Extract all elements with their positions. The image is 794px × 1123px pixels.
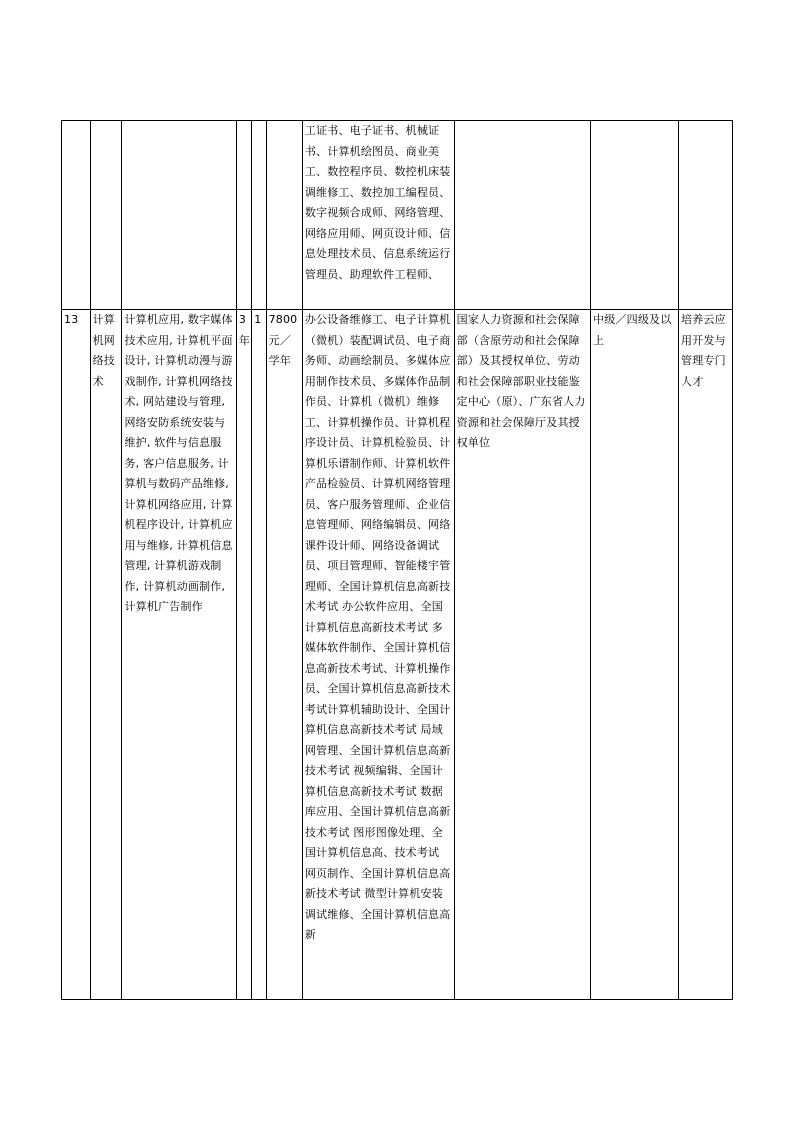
major-table <box>61 120 733 1000</box>
cell-empty <box>122 121 236 310</box>
cell-empty <box>236 121 251 310</box>
major-name-cell: 计算机网络技术 <box>90 310 122 1000</box>
cell-empty <box>90 121 122 310</box>
level-cell: 中级／四级及以上 <box>591 310 679 1000</box>
cell-empty <box>591 121 679 310</box>
cell-empty <box>252 121 266 310</box>
row-number-cell: 13 <box>62 310 91 1000</box>
occupations-cell: 办公设备维修工、电子计算机（微机）装配调试员、电子商务师、动画绘制员、多媒体应用制作技术员、多媒体作品制作员、计算机（微机）维修工、计算机操作员、计算机程序设计员、计算机检验员、计算机乐谱制作师、计算机软件产品检验员、计算机网络管理员、客户服务管理师、企业信息管理师、网络编辑员、网络课件设计师、网络设备调试员、项目管理师、智能楼宇管理师、全国计算机信息高新技术考试 办公软件应用、全国计算机信息高新技术考试 多媒体软件制作、全国计算机信息高新技术考试、计算机操作员、全国计算机信息高新技术考试计算机辅助设计、全国计算机信息高新技术考试 局域网管理、全国计算机信息高新技术考试 视频编辑、全国计算机信息高新技术考试 数据库应用、全国计算机信息高新技术考试 图形图像处理、全国计算机信息高、技术考试 网页制作、全国计算机信息高新技术考试 微型计算机安装调试维修、全国计算机信息高新 <box>302 310 454 1000</box>
training-goal-cell: 培养云应用开发与管理专门人才 <box>679 310 733 1000</box>
table-row-continued <box>62 121 733 310</box>
cell-empty <box>62 121 91 310</box>
table-row-13 <box>62 310 733 1000</box>
count-cell: 1 <box>252 310 266 1000</box>
tuition-cell: 7800元／学年 <box>266 310 302 1000</box>
cell-empty <box>454 121 590 310</box>
duration-cell: 3年 <box>236 310 251 1000</box>
courses-cell: 计算机应用, 数字媒体技术应用, 计算机平面设计, 计算机动漫与游戏制作, 计算机网络技术, 网站建设与管理, 网络安防系统安装与维护, 软件与信息服务, 客户信息服务, 计算机与数码产品维修, 计算机网络应用, 计算机程序设计, 计算机应用与维修, 计算机信息管理, 计算机游戏制作, 计算机动画制作, 计算机广告制作 <box>122 310 236 1000</box>
issuing-authority-cell: 国家人力资源和社会保障部（含原劳动和社会保障部）及其授权单位、劳动和社会保障部职业技能鉴定中心（原）、广东省人力资源和社会保障厅及其授权单位 <box>454 310 590 1000</box>
occupations-cell-continued: 工证书、电子证书、机械证书、计算机绘图员、商业美工、数控程序员、数控机床装调维修工、数控加工编程员、数字视频合成师、网络管理、网络应用师、网页设计师、信息处理技术员、信息系统运行管理员、助理软件工程师、 <box>302 121 454 310</box>
cell-empty <box>266 121 302 310</box>
cell-empty <box>679 121 733 310</box>
